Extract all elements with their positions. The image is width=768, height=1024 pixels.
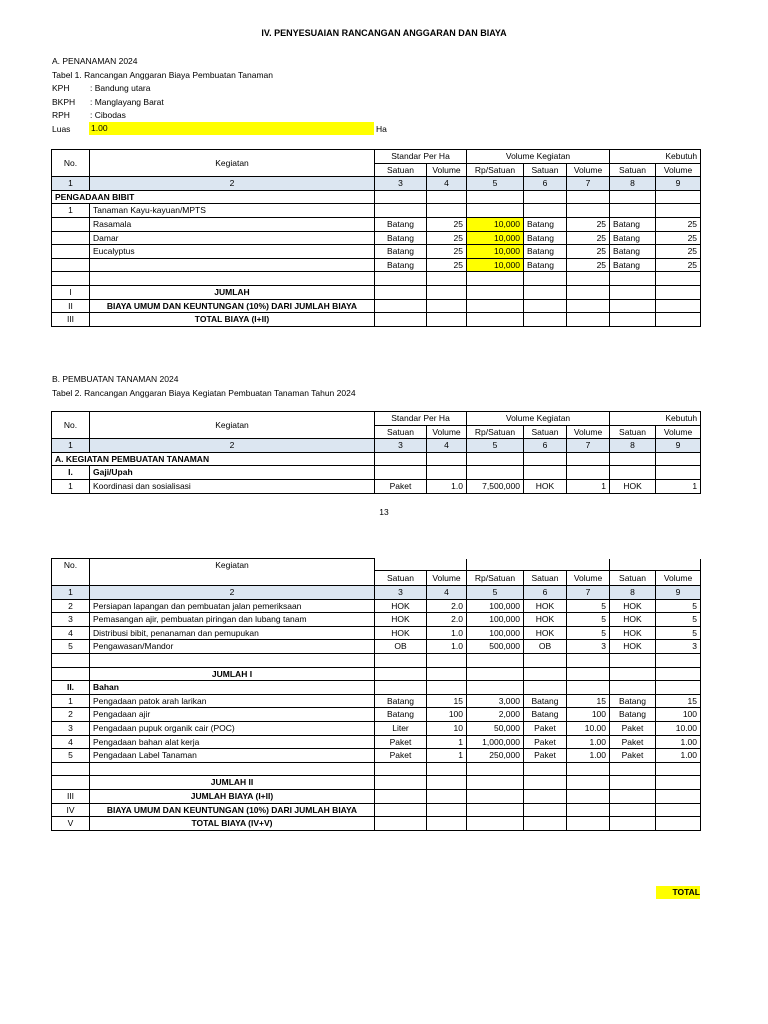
- volume-cell: 1: [427, 749, 467, 763]
- satuan-cell: Batang: [375, 245, 427, 259]
- info-kph-value: : Bandung utara: [90, 83, 151, 93]
- kegiatan-name: Rasamala: [90, 217, 375, 231]
- header-volume: Volume: [427, 570, 467, 585]
- kegiatan-name: Pengadaan ajir: [90, 708, 375, 722]
- satuan-cell: Paket: [375, 735, 427, 749]
- price-cell[interactable]: 10,000: [467, 245, 524, 259]
- header-kegiatan: Kegiatan: [90, 412, 375, 439]
- luas-value-cell[interactable]: 1.00: [89, 122, 374, 135]
- group-label: Tanaman Kayu-kayuan/MPTS: [90, 204, 375, 218]
- satuan-cell: Batang: [375, 258, 427, 272]
- volume-cell: 5: [567, 626, 610, 640]
- info-rph-value: : Cibodas: [90, 110, 126, 120]
- satuan-cell: Paket: [524, 735, 567, 749]
- col-number: 2: [90, 177, 375, 191]
- group-no: 1: [52, 204, 90, 218]
- header-volume-kegiatan: Volume Kegiatan: [467, 150, 610, 164]
- kegiatan-name: Pengadaan bahan alat kerja: [90, 735, 375, 749]
- kegiatan-name: Pemasangan ajir, pembuatan piringan dan lubang tanam: [90, 613, 375, 627]
- table-row: [52, 721, 701, 735]
- table-row: [52, 217, 701, 231]
- header-standar: Standar Per Ha: [375, 412, 467, 426]
- col-number: 9: [656, 439, 701, 453]
- header-volume: Volume: [427, 163, 467, 177]
- volume-cell: 1.0: [427, 479, 467, 493]
- volume-cell: 5: [656, 613, 701, 627]
- header-satuan: Satuan: [610, 570, 656, 585]
- volume-cell: 1: [427, 735, 467, 749]
- volume-cell: 100: [567, 708, 610, 722]
- satuan-cell: Batang: [610, 217, 656, 231]
- volume-cell: 25: [656, 245, 701, 259]
- header-volume-kegiatan: Volume Kegiatan: [467, 412, 610, 426]
- volume-cell: 25: [567, 231, 610, 245]
- volume-cell: 3: [567, 640, 610, 654]
- header-rp-satuan: Rp/Satuan: [467, 425, 524, 439]
- satuan-cell: Batang: [524, 694, 567, 708]
- satuan-cell: HOK: [524, 479, 567, 493]
- col-number: 6: [524, 439, 567, 453]
- col-number: 1: [52, 439, 90, 453]
- volume-cell: 3: [656, 640, 701, 654]
- satuan-cell: Paket: [610, 749, 656, 763]
- group-label: Bahan: [90, 681, 375, 695]
- row-no: 2: [52, 599, 90, 613]
- header-no: No.: [52, 412, 90, 439]
- table-row: [52, 613, 701, 627]
- header-volume: Volume: [567, 570, 610, 585]
- kegiatan-name: Persiapan lapangan dan pembuatan jalan pemeriksaan: [90, 599, 375, 613]
- satuan-cell: Batang: [610, 245, 656, 259]
- section-a-heading: A. PENANAMAN 2024: [52, 56, 138, 66]
- satuan-cell: Paket: [610, 735, 656, 749]
- volume-cell: 25: [656, 258, 701, 272]
- summary-label: BIAYA UMUM DAN KEUNTUNGAN (10%) DARI JUMLAH BIAYA: [90, 299, 375, 313]
- table1-caption: Tabel 1. Rancangan Anggaran Biaya Pembuatan Tanaman: [52, 70, 274, 80]
- volume-cell: 25: [427, 217, 467, 231]
- volume-cell: 100: [656, 708, 701, 722]
- col-number: 8: [610, 177, 656, 191]
- summary-label: TOTAL BIAYA (IV+V): [90, 817, 375, 831]
- col-number: 7: [567, 439, 610, 453]
- satuan-cell: HOK: [610, 479, 656, 493]
- price-cell[interactable]: 10,000: [467, 231, 524, 245]
- info-rph-label: RPH: [52, 110, 70, 120]
- satuan-cell: OB: [375, 640, 427, 654]
- group-label: Gaji/Upah: [90, 466, 375, 480]
- price-cell: 50,000: [467, 721, 524, 735]
- price-cell: 100,000: [467, 599, 524, 613]
- summary-no: III: [52, 313, 90, 327]
- row-no: 3: [52, 721, 90, 735]
- table-row: [52, 479, 701, 493]
- satuan-cell: HOK: [610, 640, 656, 654]
- row-no: 1: [52, 694, 90, 708]
- col-number: 3: [375, 177, 427, 191]
- price-cell: 2,000: [467, 708, 524, 722]
- summary-label: JUMLAH: [90, 285, 375, 299]
- price-cell: 250,000: [467, 749, 524, 763]
- header-standar: Standar Per Ha: [375, 150, 467, 164]
- summary-row: [52, 299, 701, 313]
- row-no: 1: [52, 479, 90, 493]
- volume-cell: 1: [656, 479, 701, 493]
- summary-no: V: [52, 817, 90, 831]
- summary-label: TOTAL BIAYA (I+II): [90, 313, 375, 327]
- kegiatan-name: Pengadaan Label Tanaman: [90, 749, 375, 763]
- volume-cell: 10: [427, 721, 467, 735]
- col-number: 6: [524, 177, 567, 191]
- volume-cell: 1.00: [567, 749, 610, 763]
- table-row: [52, 735, 701, 749]
- satuan-cell: Batang: [524, 258, 567, 272]
- price-cell: 100,000: [467, 613, 524, 627]
- summary-no: III: [52, 789, 90, 803]
- volume-cell: 1.0: [427, 626, 467, 640]
- col-number: 2: [90, 439, 375, 453]
- kegiatan-name: Pengadaan pupuk organik cair (POC): [90, 721, 375, 735]
- col-number: 3: [375, 586, 427, 600]
- table-row: [52, 640, 701, 654]
- volume-cell: 10.00: [656, 721, 701, 735]
- info-bkph-label: BKPH: [52, 97, 76, 107]
- volume-cell: 2.0: [427, 613, 467, 627]
- table-1: [51, 149, 701, 327]
- price-cell: 500,000: [467, 640, 524, 654]
- volume-cell: 25: [427, 258, 467, 272]
- satuan-cell: Batang: [610, 694, 656, 708]
- price-cell[interactable]: 10,000: [467, 217, 524, 231]
- satuan-cell: Batang: [610, 708, 656, 722]
- satuan-cell: OB: [524, 640, 567, 654]
- satuan-cell: Batang: [375, 217, 427, 231]
- header-satuan: Satuan: [375, 163, 427, 177]
- col-number: 9: [656, 586, 701, 600]
- row-no: 5: [52, 640, 90, 654]
- header-satuan: Satuan: [375, 425, 427, 439]
- jumlah-ii-label: JUMLAH II: [90, 776, 375, 790]
- header-satuan: Satuan: [524, 425, 567, 439]
- header-kegiatan: Kegiatan: [90, 150, 375, 177]
- kegiatan-name: Damar: [90, 231, 375, 245]
- table-row: [52, 749, 701, 763]
- col-number: 4: [427, 177, 467, 191]
- header-volume: Volume: [656, 425, 701, 439]
- section-b-heading: B. PEMBUATAN TANAMAN 2024: [52, 374, 179, 384]
- table-3: [51, 558, 701, 831]
- satuan-cell: HOK: [375, 599, 427, 613]
- summary-label: BIAYA UMUM DAN KEUNTUNGAN (10%) DARI JUMLAH BIAYA: [90, 803, 375, 817]
- price-cell: 3,000: [467, 694, 524, 708]
- satuan-cell: Batang: [524, 231, 567, 245]
- col-number: 5: [467, 177, 524, 191]
- header-volume: Volume: [567, 425, 610, 439]
- header-satuan: Satuan: [375, 570, 427, 585]
- volume-cell: 1.00: [567, 735, 610, 749]
- table-row: [52, 599, 701, 613]
- volume-cell: 25: [656, 217, 701, 231]
- col-number: 5: [467, 586, 524, 600]
- volume-cell: 25: [656, 231, 701, 245]
- volume-cell: 15: [656, 694, 701, 708]
- row-no: 5: [52, 749, 90, 763]
- doc-title: IV. PENYESUAIAN RANCANGAN ANGGARAN DAN BIAYA: [261, 28, 507, 38]
- table-row: [52, 231, 701, 245]
- luas-label: Luas: [52, 124, 71, 134]
- kegiatan-name: Pengawasan/Mandor: [90, 640, 375, 654]
- satuan-cell: Batang: [375, 708, 427, 722]
- volume-cell: 1.00: [656, 749, 701, 763]
- total-label: TOTAL: [656, 886, 700, 899]
- satuan-cell: Batang: [610, 231, 656, 245]
- volume-cell: 25: [567, 258, 610, 272]
- col-number: 7: [567, 177, 610, 191]
- satuan-cell: Batang: [524, 245, 567, 259]
- volume-cell: 25: [427, 245, 467, 259]
- row-no: 2: [52, 708, 90, 722]
- volume-cell: 1: [567, 479, 610, 493]
- header-kebutuhan: Kebutuh: [610, 412, 701, 426]
- price-cell: 100,000: [467, 626, 524, 640]
- table-row: [52, 258, 701, 272]
- summary-no: I: [52, 285, 90, 299]
- satuan-cell: Batang: [524, 708, 567, 722]
- satuan-cell: HOK: [524, 613, 567, 627]
- row-no: 4: [52, 626, 90, 640]
- volume-cell: 15: [427, 694, 467, 708]
- volume-cell: 10.00: [567, 721, 610, 735]
- satuan-cell: Batang: [610, 258, 656, 272]
- header-no: No.: [52, 150, 90, 177]
- satuan-cell: Batang: [524, 217, 567, 231]
- volume-cell: 5: [656, 599, 701, 613]
- col-number: 6: [524, 586, 567, 600]
- col-number: 3: [375, 439, 427, 453]
- summary-row: [52, 313, 701, 327]
- price-cell[interactable]: 10,000: [467, 258, 524, 272]
- table-row: [52, 708, 701, 722]
- satuan-cell: HOK: [375, 613, 427, 627]
- header-rp-satuan: Rp/Satuan: [467, 163, 524, 177]
- summary-no: II: [52, 299, 90, 313]
- volume-cell: 25: [567, 245, 610, 259]
- col-number: 1: [52, 586, 90, 600]
- satuan-cell: Batang: [375, 231, 427, 245]
- table-2: [51, 411, 701, 494]
- group-no: I.: [52, 466, 90, 480]
- kegiatan-name: Koordinasi dan sosialisasi: [90, 479, 375, 493]
- header-satuan: Satuan: [610, 425, 656, 439]
- col-number: 4: [427, 439, 467, 453]
- header-volume: Volume: [656, 570, 701, 585]
- header-volume: Volume: [567, 163, 610, 177]
- header-satuan: Satuan: [610, 163, 656, 177]
- volume-cell: 100: [427, 708, 467, 722]
- satuan-cell: Batang: [375, 694, 427, 708]
- volume-cell: 5: [567, 613, 610, 627]
- col-number: 1: [52, 177, 90, 191]
- satuan-cell: HOK: [375, 626, 427, 640]
- col-number: 2: [90, 586, 375, 600]
- satuan-cell: HOK: [610, 626, 656, 640]
- section-label: PENGADAAN BIBIT: [52, 190, 375, 204]
- table2-caption: Tabel 2. Rancangan Anggaran Biaya Kegiatan Pembuatan Tanaman Tahun 2024: [52, 388, 356, 398]
- summary-row: [52, 803, 701, 817]
- satuan-cell: Liter: [375, 721, 427, 735]
- header-satuan: Satuan: [524, 163, 567, 177]
- satuan-cell: Paket: [524, 749, 567, 763]
- satuan-cell: Paket: [375, 479, 427, 493]
- jumlah-i-label: JUMLAH I: [90, 667, 375, 681]
- price-cell: 1,000,000: [467, 735, 524, 749]
- kegiatan-name: Pengadaan patok arah larikan: [90, 694, 375, 708]
- summary-label: JUMLAH BIAYA (I+II): [90, 789, 375, 803]
- kegiatan-name: Distribusi bibit, penanaman dan pemupukan: [90, 626, 375, 640]
- kegiatan-name: Eucalyptus: [90, 245, 375, 259]
- volume-cell: 5: [656, 626, 701, 640]
- satuan-cell: Paket: [610, 721, 656, 735]
- satuan-cell: HOK: [524, 599, 567, 613]
- info-kph-label: KPH: [52, 83, 70, 93]
- row-no: 4: [52, 735, 90, 749]
- satuan-cell: Paket: [524, 721, 567, 735]
- kegiatan-name: [90, 258, 375, 272]
- table-row: [52, 245, 701, 259]
- col-number: 8: [610, 586, 656, 600]
- header-volume: Volume: [427, 425, 467, 439]
- summary-row: [52, 789, 701, 803]
- satuan-cell: HOK: [610, 613, 656, 627]
- page-number: 13: [379, 507, 389, 517]
- col-number: 4: [427, 586, 467, 600]
- volume-cell: 25: [427, 231, 467, 245]
- summary-row: [52, 817, 701, 831]
- summary-no: IV: [52, 803, 90, 817]
- header-no-partial: No.: [52, 559, 90, 586]
- group-no: II.: [52, 681, 90, 695]
- volume-cell: 25: [567, 217, 610, 231]
- satuan-cell: Paket: [375, 749, 427, 763]
- satuan-cell: HOK: [610, 599, 656, 613]
- section-label: A. KEGIATAN PEMBUATAN TANAMAN: [52, 452, 375, 466]
- col-number: 9: [656, 177, 701, 191]
- row-no: 3: [52, 613, 90, 627]
- table-3-viewport: [51, 560, 701, 838]
- luas-unit: Ha: [376, 124, 387, 134]
- summary-row: [52, 285, 701, 299]
- volume-cell: 1.0: [427, 640, 467, 654]
- header-satuan: Satuan: [524, 570, 567, 585]
- header-rp-satuan: Rp/Satuan: [467, 570, 524, 585]
- table-row: [52, 694, 701, 708]
- price-cell: 7,500,000: [467, 479, 524, 493]
- header-kegiatan-partial: Kegiatan: [90, 559, 375, 586]
- table-row: [52, 626, 701, 640]
- volume-cell: 15: [567, 694, 610, 708]
- volume-cell: 5: [567, 599, 610, 613]
- col-number: 7: [567, 586, 610, 600]
- satuan-cell: HOK: [524, 626, 567, 640]
- volume-cell: 2.0: [427, 599, 467, 613]
- header-volume: Volume: [656, 163, 701, 177]
- col-number: 5: [467, 439, 524, 453]
- volume-cell: 1.00: [656, 735, 701, 749]
- info-bkph-value: : Manglayang Barat: [90, 97, 164, 107]
- header-kebutuhan: Kebutuh: [610, 150, 701, 164]
- col-number: 8: [610, 439, 656, 453]
